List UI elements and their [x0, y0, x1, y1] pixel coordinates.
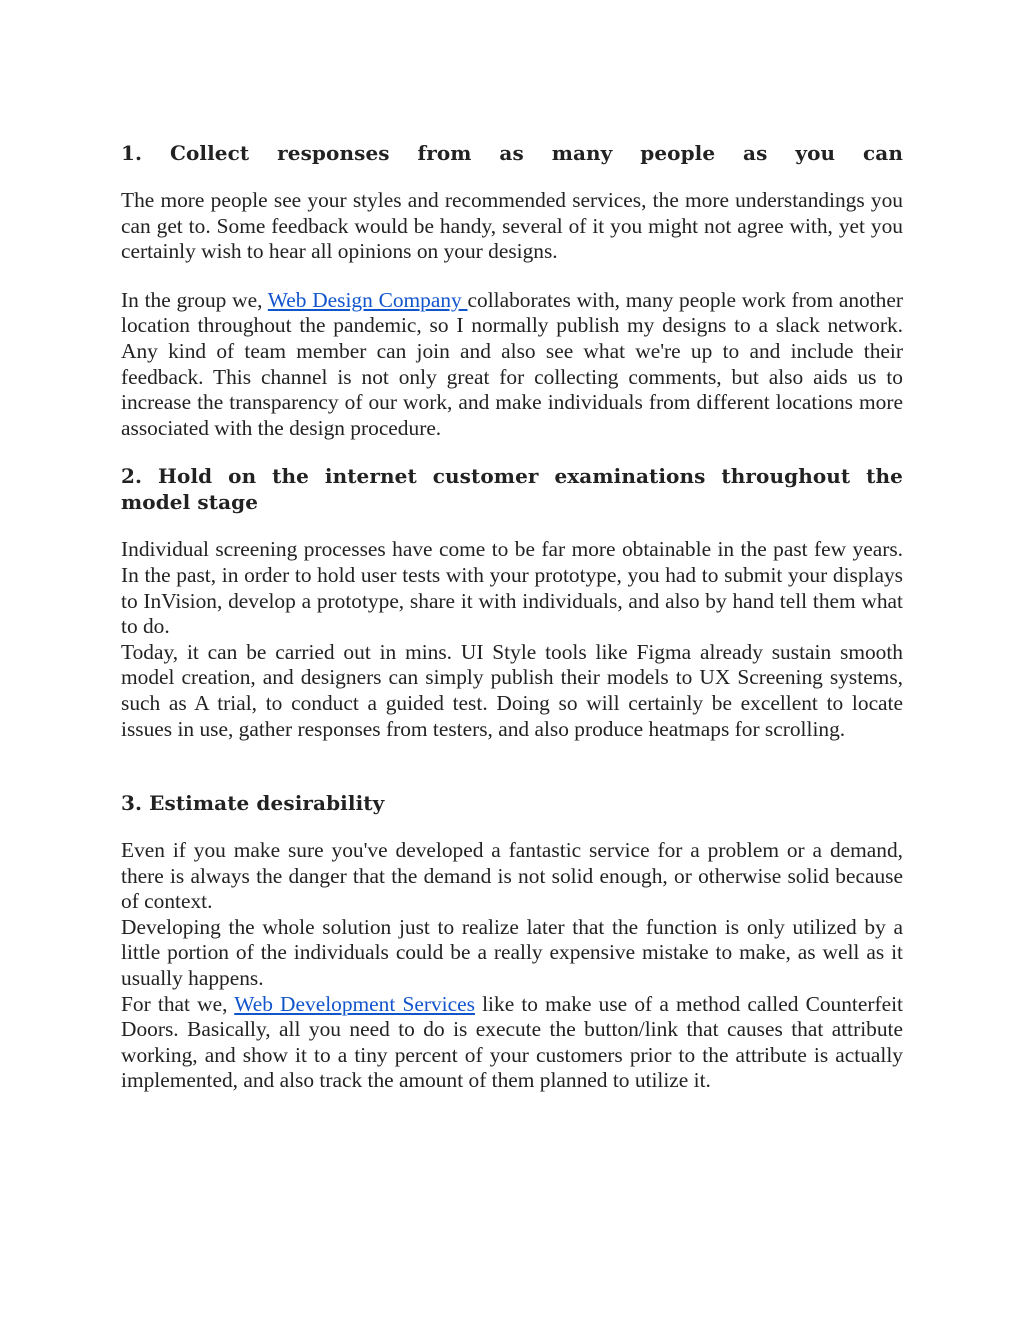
section-1-paragraph-2-rest: collaborates with, many people work from another location throughout the pandemic, so I normally publish my designs to a slack network. Any kind of team member can join and also see what we're up to and include their feedback. This channel is not only great for collecting comments, but also aids us to increase the transparency of our work, and make individuals from different locations more associated with the design procedure.: [121, 287, 903, 440]
section-1-paragraph-2: [121, 288, 903, 442]
document-page: [121, 140, 903, 1094]
web-development-services-link[interactable]: Web Development Services: [234, 991, 475, 1016]
section-3-paragraph-3-lead: For that we,: [121, 991, 235, 1016]
section-1-paragraph-2-lead: In the group we,: [121, 287, 268, 312]
section-2-heading: 2. Hold on the internet customer examinations throughout the model stage: [121, 464, 903, 515]
section-3-paragraph-3: [121, 992, 903, 1094]
section-1-paragraph-1: The more people see your styles and recommended services, the more understandings you can get to. Some feedback would be handy, several of it you might not agree with, yet you certainly wish to hear all opinions on your designs.: [121, 188, 903, 264]
section-3-paragraph-1: Even if you make sure you've developed a fantastic service for a problem or a demand, there is always the danger that the demand is not solid enough, or otherwise solid because of context.: [121, 838, 903, 914]
section-2-paragraph-1: Individual screening processes have come to be far more obtainable in the past few years. In the past, in order to hold user tests with your prototype, you had to submit your displays to InVision, develop a prototype, share it with individuals, and also by hand tell them what to do.: [121, 537, 903, 639]
web-design-company-link[interactable]: Web Design Company: [267, 287, 468, 312]
section-2-paragraph-2: Today, it can be carried out in mins. UI Style tools like Figma already sustain smooth model creation, and designers can simply publish their models to UX Screening systems, such as A trial, to conduct a guided test. Doing so will certainly be excellent to locate issues in use, gather responses from testers, and also produce heatmaps for scrolling.: [121, 639, 903, 741]
section-3-paragraph-2: Developing the whole solution just to realize later that the function is only utilized by a little portion of the individuals could be a really expensive mistake to make, as well as it usually happens.: [121, 914, 903, 991]
section-3-heading: 3. Estimate desirability: [121, 791, 385, 816]
section-1-heading: 1. Collect responses from as many people as you can: [121, 141, 903, 165]
section-3-paragraph-3-rest: like to make use of a method called Counterfeit Doors. Basically, all you need to do is execute the button/link that causes that attribute working, and show it to a tiny percent of your customers prior to the attribute is actually implemented, and also track the amount of them planned to utilize it.: [121, 991, 903, 1093]
